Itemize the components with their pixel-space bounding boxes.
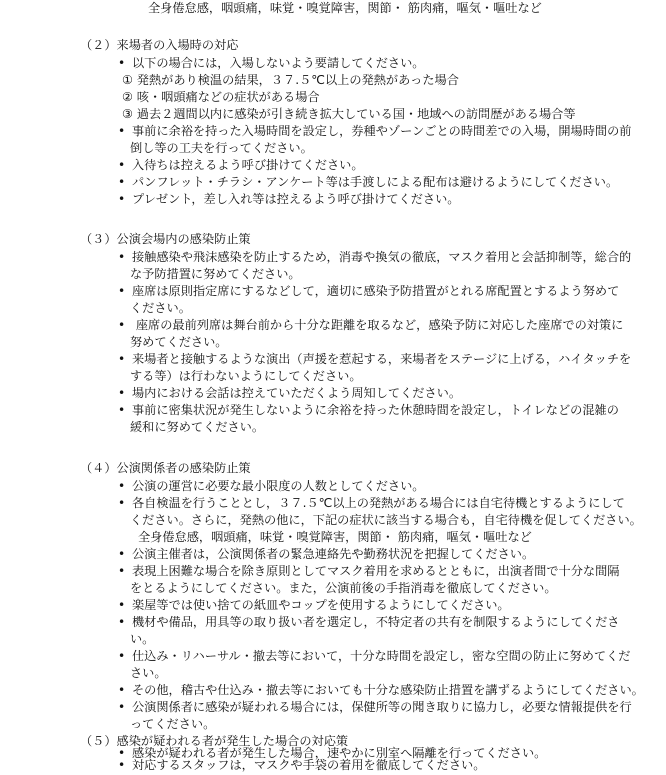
bullet-text: 接触感染や飛沫感染を防止するため，消毒や換気の徹底，マスク着用と会話抑制等，総合的 — [132, 250, 632, 264]
bullet-item — [118, 495, 625, 513]
bullet-text: プレゼント，差し入れ等は控えるよう呼び掛けてください。 — [132, 192, 460, 206]
bullet-dot: • — [118, 124, 126, 138]
numbered-item: ③ 過去２週間以内に感染が引き続き拡大している国・地域への訪問歴がある場合等 — [122, 107, 576, 121]
bullet-dot: • — [118, 496, 126, 510]
numbered-item: ① 発熱があり検温の結果，３７.５℃以上の発熱があった場合 — [122, 73, 459, 87]
bullet-text: 感染が疑われる者が発生した場合，速やかに別室へ隔離を行ってください。 — [132, 746, 547, 760]
bullet-item — [118, 191, 459, 209]
bullet-item — [118, 597, 510, 615]
bullet-dot: • — [118, 547, 126, 561]
bullet-dot: • — [118, 284, 126, 298]
bullet-item — [118, 351, 631, 369]
bullet-item — [118, 648, 630, 666]
section-heading-2: （２）来場者の入場時の対応 — [80, 38, 239, 52]
bullet-dot: • — [118, 479, 126, 493]
section-heading-5: （５）感染が疑われる者が発生した場合の対応策 — [80, 734, 349, 748]
bullet-text: 事前に余裕を持った入場時間を設定し，券種やゾーンごとの時間差での入場，開場時間の前 — [132, 124, 632, 138]
bullet-dot: • — [118, 250, 126, 264]
bullet-item — [118, 249, 631, 267]
bullet-text: パンフレット・チラシ・アンケート等は手渡しによる配布は避けるようにしてください。 — [132, 175, 619, 189]
bullet-text: 楽屋等では使い捨ての紙皿やコップを使用するようにしてください。 — [132, 598, 510, 612]
bullet-text: 表現上困難な場合を除き原則としてマスク着用を求めるとともに，出演者間で十分な間隔 — [132, 564, 620, 578]
bullet-text: 来場者と接触するような演出（声援を惹起する，来場者をステージに上げる，ハイタッチを — [132, 352, 632, 366]
bullet-text: その他，稽古や仕込み・撤去等においても十分な感染防止措置を講ずるようにしてください。 — [132, 683, 644, 697]
bullet-dot: • — [118, 564, 126, 578]
continuation-text: 緩和に努めてください。 — [130, 420, 265, 434]
bullet-dot: • — [118, 56, 126, 70]
symptoms-line-top: 全身倦怠感，咽頭痛，味覚・嗅覚障害，関節・ 筋肉痛，嘔気・嘔吐など — [148, 1, 542, 15]
bullet-text: 各自検温を行うこととし，３７.５℃以上の発熱がある場合には自宅待機とするようにして — [132, 496, 625, 510]
bullet-item — [118, 682, 644, 700]
symptoms-line: 全身倦怠感，咽頭痛，味覚・嗅覚障害，関節・ 筋肉痛，嘔気・嘔吐など — [138, 530, 532, 544]
bullet-dot: • — [118, 700, 126, 714]
bullet-dot: • — [118, 158, 126, 172]
bullet-dot: • — [118, 746, 126, 760]
section-heading-3: （３）公演会場内の感染防止策 — [80, 232, 251, 246]
continuation-text: 努めてください。 — [130, 335, 228, 349]
bullet-dot: • — [118, 318, 126, 332]
continuation-text: な予防措置に努めてください。 — [130, 267, 301, 281]
bullet-text: 公演主催者は，公演関係者の緊急連絡先や勤務状況を把握してください。 — [132, 547, 535, 561]
bullet-text: 座席は原則指定席にするなどして，適切に感染予防措置がとれる席配置とするよう努めて — [132, 284, 620, 298]
bullet-dot: • — [118, 758, 126, 772]
bullet-text: 座席の最前列席は舞台前から十分な距離を取るなど，感染予防に対応した座席での対策に — [132, 318, 624, 332]
bullet-item — [118, 123, 631, 141]
bullet-dot: • — [118, 598, 126, 612]
bullet-item — [118, 614, 620, 632]
bullet-item — [118, 546, 534, 564]
numbered-item: ② 咳・咽頭痛などの症状がある場合 — [122, 90, 320, 104]
bullet-dot: • — [118, 649, 126, 663]
continuation-text: ください。さらに，発熱の他に，下記の症状に該当する場合も，自宅待機を促してください。 — [130, 513, 642, 527]
continuation-text: 倒し等の工夫を行ってください。 — [130, 141, 313, 155]
bullet-text: 機材や備品，用具等の取り扱い者を選定し，不特定者の共有を制限するようにしてくださ — [132, 615, 620, 629]
bullet-text: 仕込み・リハーサル・撤去等において，十分な時間を設定し，密な空間の防止に努めてくだ — [132, 649, 631, 663]
bullet-item — [118, 283, 619, 301]
bullet-item — [118, 757, 485, 775]
bullet-dot: • — [118, 683, 126, 697]
bullet-text: 事前に密集状況が発生しないように余裕を持った休憩時間を設定し，トイレなどの混雑の — [132, 403, 619, 417]
bullet-dot: • — [118, 403, 126, 417]
section-heading-4: （４）公演関係者の感染防止策 — [80, 461, 251, 475]
bullet-text: 公演関係者に感染が疑われる場合には，保健所等の聞き取りに協力し，必要な情報提供を行 — [132, 700, 632, 714]
bullet-dot: • — [118, 615, 126, 629]
bullet-item — [118, 317, 623, 335]
continuation-text: ってください。 — [130, 717, 216, 731]
bullet-item — [118, 402, 619, 420]
bullet-item — [118, 385, 461, 403]
bullet-text: 対応するスタッフは，マスクや手袋の着用を徹底してください。 — [132, 758, 486, 772]
continuation-text: する等）は行わないようにしてください。 — [130, 369, 362, 383]
bullet-item — [118, 563, 620, 581]
bullet-dot: • — [118, 352, 126, 366]
bullet-item — [118, 478, 425, 496]
bullet-dot: • — [118, 175, 126, 189]
bullet-item — [118, 55, 425, 73]
continuation-text: さい。 — [130, 666, 167, 680]
bullet-dot: • — [118, 386, 126, 400]
bullet-dot: • — [118, 192, 126, 206]
continuation-text: ください。 — [130, 301, 191, 315]
continuation-text: い。 — [130, 632, 155, 646]
bullet-text: 公演の運営に必要な最小限度の人数としてください。 — [132, 479, 425, 493]
continuation-text: をとるようにしてください。また，公演前後の手指消毒を徹底してください。 — [130, 581, 557, 595]
bullet-item — [118, 157, 364, 175]
bullet-item — [118, 174, 618, 192]
bullet-text: 以下の場合には，入場しないよう要請してください。 — [132, 56, 425, 70]
bullet-text: 入待ちは控えるよう呼び掛けてください。 — [132, 158, 364, 172]
bullet-item — [118, 699, 632, 717]
bullet-text: 場内における会話は控えていただくよう周知してください。 — [132, 386, 462, 400]
